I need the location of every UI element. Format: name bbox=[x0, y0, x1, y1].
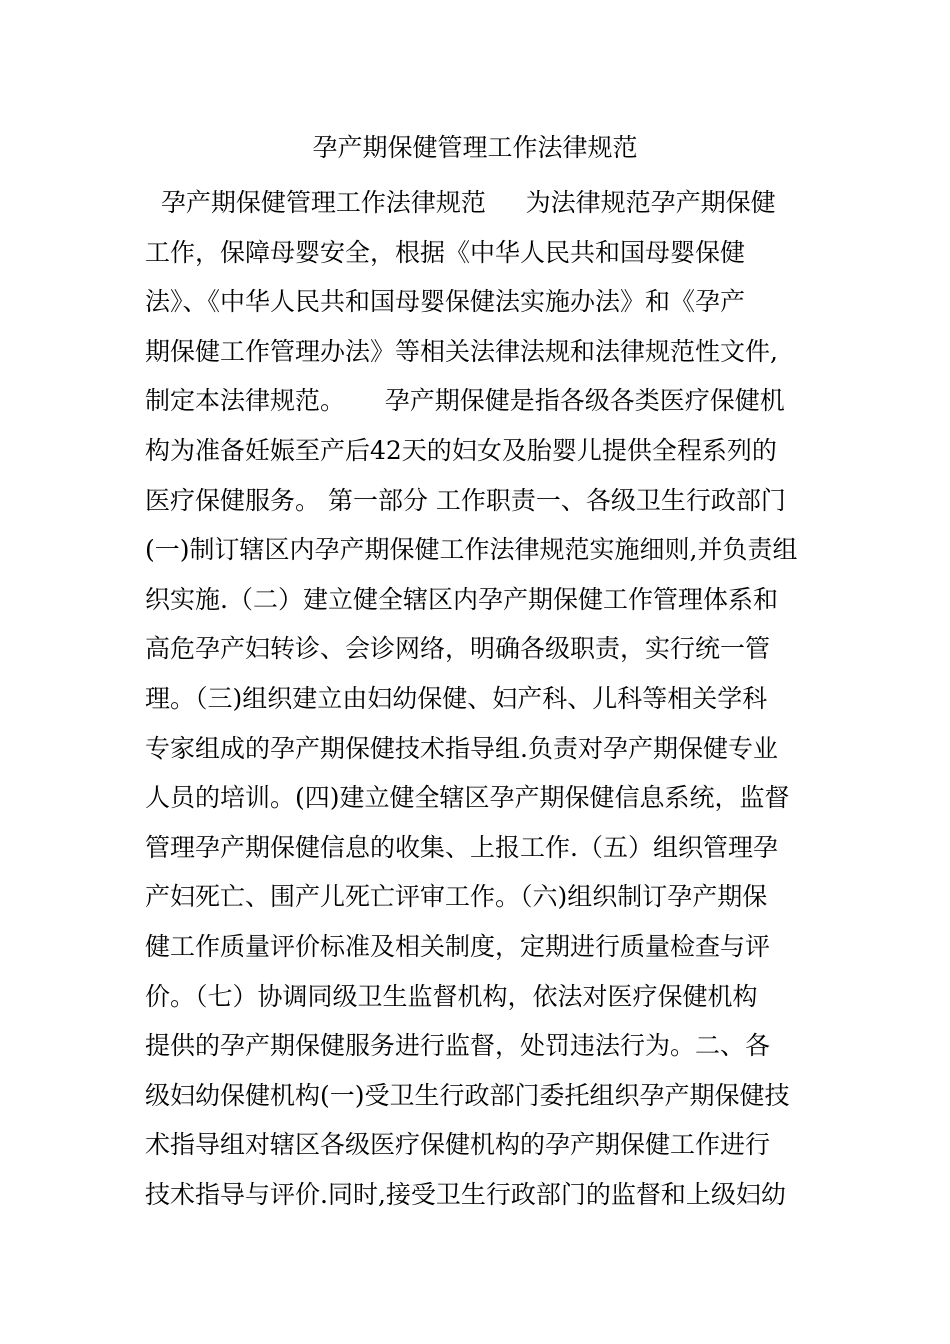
body-line: 医疗保健服务。 第一部分 工作职责一、各级卫生行政部门 bbox=[145, 485, 786, 515]
body-line: 价。（七）协调同级卫生监督机构，依法对医疗保健机构 bbox=[145, 981, 758, 1011]
body-line: 级妇幼保健机构(一)受卫生行政部门委托组织孕产期保健技 bbox=[145, 1080, 790, 1110]
body-line: 高危孕产妇转诊、会诊网络，明确各级职责，实行统一管 bbox=[145, 634, 771, 664]
body-line: 术指导组对辖区各级医疗保健机构的孕产期保健工作进行 bbox=[145, 1130, 771, 1160]
body-line: (一)制订辖区内孕产期保健工作法律规范实施细则,并负责组 bbox=[145, 535, 798, 565]
body-line: 产妇死亡、围产儿死亡评审工作。（六)组织制订孕产期保 bbox=[145, 882, 768, 912]
body-line: 理。（三)组织建立由妇幼保健、妇产科、儿科等相关学科 bbox=[145, 683, 768, 713]
body-line: 织实施.（二）建立健全辖区内孕产期保健工作管理体系和 bbox=[145, 584, 778, 614]
body-line: 专家组成的孕产期保健技术指导组.负责对孕产期保健专业 bbox=[145, 733, 778, 763]
body-line: 技术指导与评价.同时,接受卫生行政部门的监督和上级妇幼 bbox=[145, 1179, 786, 1209]
document-body bbox=[145, 178, 815, 1219]
body-line: 提供的孕产期保健服务进行监督，处罚违法行为。二、各 bbox=[145, 1031, 771, 1061]
body-line: 孕产期保健管理工作法律规范 为法律规范孕产期保健 bbox=[145, 188, 776, 217]
body-line: 人员的培训。(四)建立健全辖区孕产期保健信息系统，监督 bbox=[145, 783, 790, 813]
body-line: 健工作质量评价标准及相关制度，定期进行质量检查与评 bbox=[145, 931, 771, 961]
body-line: 期保健工作管理办法》等相关法律法规和法律规范性文件, bbox=[145, 336, 778, 366]
document-title: 孕产期保健管理工作法律规范 bbox=[312, 133, 638, 162]
body-line: 构为准备妊娠至产后42天的妇女及胎婴儿提供全程系列的 bbox=[145, 435, 777, 465]
body-line: 工作，保障母婴安全，根据《中华人民共和国母婴保健 bbox=[145, 237, 746, 267]
body-line: 管理孕产期保健信息的收集、上报工作.（五）组织管理孕 bbox=[145, 832, 778, 862]
body-line: 法》、《中华人民共和国母婴保健法实施办法》和《孕产 bbox=[145, 287, 746, 317]
body-line: 制定本法律规范。 孕产期保健是指各级各类医疗保健机 bbox=[145, 386, 785, 416]
